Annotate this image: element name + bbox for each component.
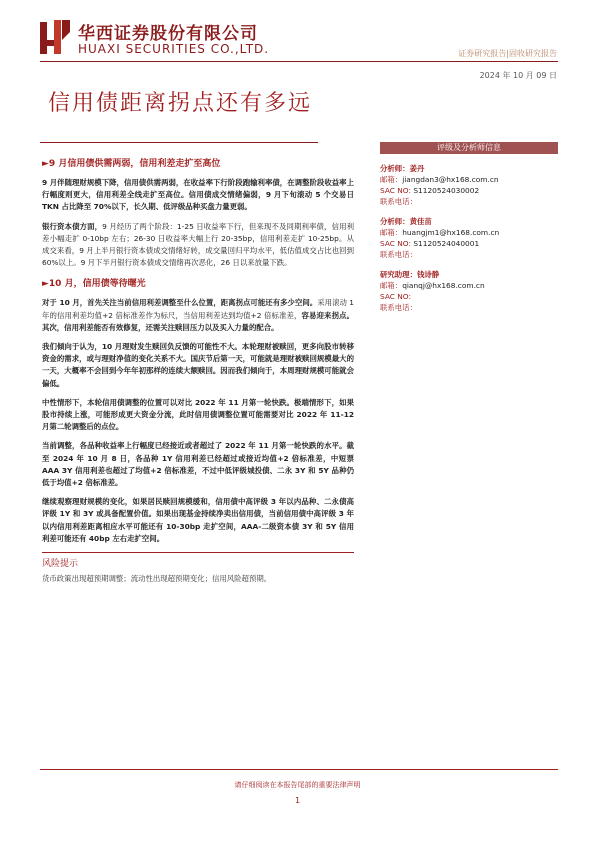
- analyst-phone-label: 联系电话：: [380, 250, 417, 259]
- analyst-sac: S1120524030002: [413, 186, 480, 195]
- analyst-phone-label: 联系电话：: [380, 197, 417, 206]
- analyst-email-line: [380, 174, 558, 185]
- paragraph-text: 9 月经历了两个阶段：1-25 日收益率下行，但来现不及同期利率债，信用利差小幅走扩 0-10bp 左右；26-30 日收益率大幅上行 20-35bp，信用利差走扩 10-25bp。从成交来看，9 月上半月银行资本债成交情绪好转，成交量回归平均水平，低估值成交占比也回到 60%以上。9 月下半月银行资本债成交情绪再次恶化，26 日以来放量下跌。: [42, 221, 354, 268]
- sac-label: SAC NO:: [380, 239, 411, 248]
- footer-divider: [40, 769, 558, 770]
- analyst-email[interactable]: qianqj@hx168.com.cn: [402, 281, 485, 290]
- report-date: 2024 年 10 月 09 日: [479, 71, 557, 80]
- paragraph: [42, 440, 354, 489]
- section-heading: ►9 月信用债供需两弱，信用利差走扩至高位: [42, 159, 221, 169]
- page-number: 1: [294, 796, 301, 805]
- analyst-block: [380, 163, 558, 207]
- analyst-email[interactable]: jiangdan3@hx168.com.cn: [402, 175, 499, 184]
- email-label: 邮箱：: [380, 281, 403, 290]
- company-name-cn: 华西证券股份有限公司: [78, 24, 258, 44]
- risk-text: 货币政策出现超预期调整；流动性出现超预期变化；信用风险超预期。: [42, 574, 272, 584]
- analyst-sidebar: [380, 142, 558, 313]
- page-title: 信用债距离拐点还有多远: [48, 91, 313, 116]
- analyst-sac-line: [380, 238, 558, 249]
- company-name-en: HUAXI SECURITIES CO.,LTD.: [78, 42, 270, 56]
- sac-label: SAC NO:: [380, 186, 411, 195]
- header-divider: [40, 61, 558, 62]
- analyst-role: 研究助理：钱诗静: [380, 270, 440, 279]
- paragraph: [42, 397, 354, 434]
- sidebar-heading: 评级及分析师信息: [380, 142, 558, 154]
- analyst-sac: S1120524040001: [413, 239, 480, 248]
- paragraph-bold: 对于 10 月，首先关注当前信用利差调整至什么位置，距离拐点可能还有多少空间。: [42, 298, 318, 308]
- email-label: 邮箱：: [380, 175, 403, 184]
- analyst-email[interactable]: huangjm1@hx168.com.cn: [402, 228, 500, 237]
- paragraph-text: 采用滚动 1 年的信用利差均值+2 倍标准差作为标尺，当信用利差达到均值+2 倍标准差，: [42, 298, 354, 320]
- report-type: 证券研究报告|固收研究报告: [458, 49, 557, 58]
- analyst-block: [380, 216, 558, 260]
- analyst-role: 分析师：黄佳苗: [380, 217, 432, 226]
- paragraph-bold: 我们倾向于认为，10 月理财发生赎回负反馈的可能性不大。本轮理财被赎回，更多向股市转移资金的需求，或与理财净值的变化关系不大。国庆节后第一天，可能就是理财被赎回规模最大的一天，大概率不会回到今年年初那样的连续大额赎回。因而我们倾向于，本周理财规模可能就会偏低。: [42, 342, 354, 388]
- huaxi-logo-icon: [40, 20, 70, 54]
- analyst-block: [380, 269, 558, 313]
- analyst-sac-line: [380, 291, 558, 302]
- paragraph: [42, 177, 354, 214]
- analyst-email-line: [380, 280, 558, 291]
- title-divider: [40, 142, 318, 143]
- paragraph-bold: 9 月伴随理财规模下降，信用债供需两弱，在收益率下行阶段跑输利率债，在调整阶段收益率上行幅度则更大，信用利差全线走扩至高位。信用债成交情绪偏弱，9 月下旬滚动 5 个交易日 TKN 占比降至 70%以下，长久期、低评级品种买盘力量更弱。: [42, 178, 354, 212]
- email-label: 邮箱：: [380, 228, 403, 237]
- paragraph: [42, 221, 354, 270]
- paragraph-bold: 继续观察理财规模的变化，如果居民赎回规模缓和，信用债中高评级 3 年以内品种、二永债高评级 1Y 和 3Y 或具备配置价值。如果出现基金持续净卖出信用债，当前信用债中高评级 3 年以内信用利差距离相应水平可能还有 10-30bp 走扩空间，AAA-二级资本债 3Y 和 5Y 信用利差可能还有 40bp 左右走扩空间。: [42, 497, 354, 543]
- sac-label: SAC NO:: [380, 292, 411, 301]
- analyst-email-line: [380, 227, 558, 238]
- paragraph: [42, 297, 354, 334]
- paragraph-bold: 容易迎来拐点。其次，信用利差能否有效修复，还需关注赎回压力以及买入力量的配合。: [42, 310, 354, 332]
- risk-box: [42, 552, 354, 585]
- paragraph: [42, 496, 354, 545]
- paragraph-bold: 当前调整，各品种收益率上行幅度已经接近或者超过了 2022 年 11 月第一轮快跌的水平。截至 2024 年 10 月 8 日，各品种 1Y 信用利差已经超过或接近均值+2 倍标准差，中短票 AAA 3Y 信用利差也超过了均值+2 倍标准差，不过中低评级城投债、二永 3Y 和 5Y 品种仍低于均值+2 倍标准差。: [42, 441, 354, 488]
- risk-title: 风险提示: [42, 559, 79, 570]
- main-content: [42, 156, 354, 585]
- analyst-phone-label: 联系电话：: [380, 303, 417, 312]
- paragraph: [42, 341, 354, 390]
- legal-notice: 请仔细阅读在本报告尾部的重要法律声明: [234, 781, 361, 789]
- paragraph-bold: 银行资本债方面，: [42, 221, 103, 231]
- analyst-role: 分析师：姜丹: [380, 164, 425, 173]
- section-heading: ►10 月，信用债等待曙光: [42, 279, 146, 290]
- analyst-sac-line: [380, 185, 558, 196]
- paragraph-bold: 中性情形下，本轮信用债调整的位置可以对比 2022 年 11 月第一轮快跌。极端情形下，如果股市持续上涨，可能形成更大资金分流，此时信用债调整位置可能需要对比 2022 年 11-12 月第二轮调整后的点位。: [42, 397, 354, 432]
